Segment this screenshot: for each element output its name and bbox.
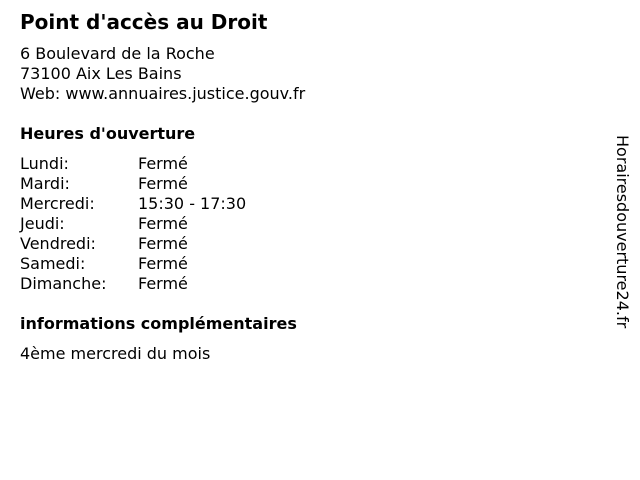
- day-hours: Fermé: [138, 254, 188, 273]
- address-street: 6 Boulevard de la Roche: [20, 44, 215, 63]
- day-label: Dimanche:: [20, 274, 107, 293]
- day-hours: Fermé: [138, 274, 188, 293]
- address-city: 73100 Aix Les Bains: [20, 64, 182, 83]
- day-hours: Fermé: [138, 234, 188, 253]
- additional-info-heading: informations complémentaires: [20, 314, 297, 333]
- day-hours: Fermé: [138, 174, 188, 193]
- day-hours: Fermé: [138, 214, 188, 233]
- day-label: Samedi:: [20, 254, 86, 273]
- address-block: [20, 44, 305, 104]
- site-watermark: Horairesdouverture24.fr: [613, 135, 632, 329]
- day-hours: Fermé: [138, 154, 188, 173]
- day-label: Lundi:: [20, 154, 69, 173]
- website-link[interactable]: Web: www.annuaires.justice.gouv.fr: [20, 84, 306, 103]
- day-label: Mercredi:: [20, 194, 95, 213]
- additional-info-text: 4ème mercredi du mois: [20, 344, 211, 363]
- page-title: Point d'accès au Droit: [20, 10, 268, 34]
- opening-hours-heading: Heures d'ouverture: [20, 124, 196, 143]
- day-label: Jeudi:: [20, 214, 65, 233]
- day-hours: 15:30 - 17:30: [138, 194, 247, 213]
- day-label: Vendredi:: [20, 234, 96, 253]
- day-label: Mardi:: [20, 174, 70, 193]
